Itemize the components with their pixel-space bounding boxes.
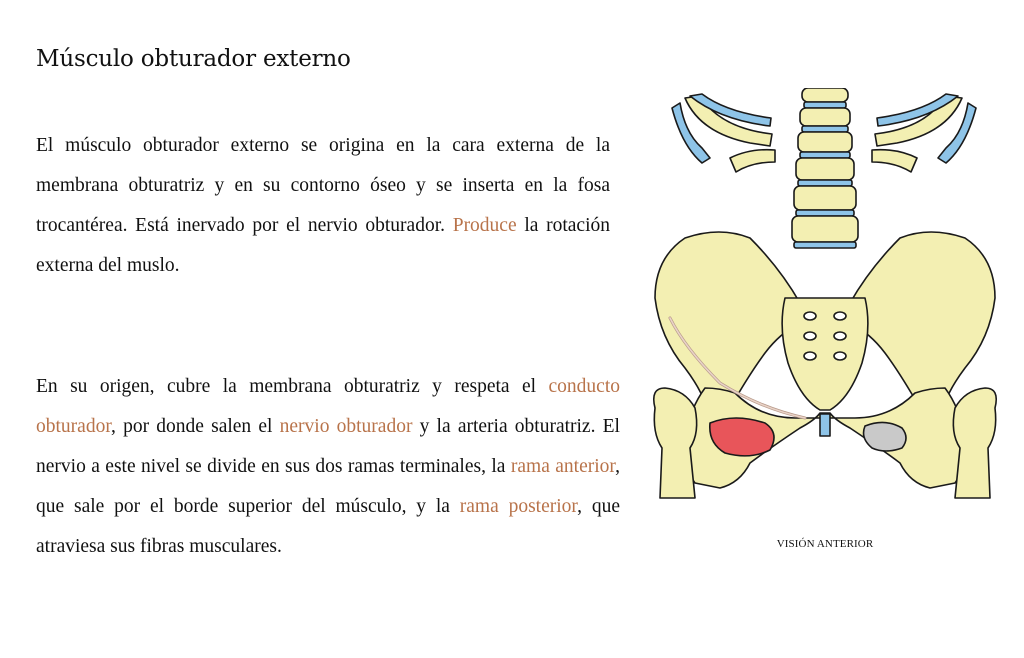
vertebra [794, 186, 856, 210]
vertebra [802, 88, 848, 102]
text-segment: , que sale por el borde superior del músculo, y la [36, 456, 620, 517]
pubic-symphysis [820, 414, 830, 436]
paragraph-1 [36, 126, 610, 286]
membrane-right [864, 422, 906, 451]
vertebra [792, 216, 858, 242]
sacral-foramen [834, 312, 846, 320]
iliac-wing-left [655, 232, 800, 408]
text-segment: En su origen, cubre la membrana obturatriz y respeta el [36, 376, 549, 397]
vertebra [798, 132, 852, 152]
intervertebral-disc [802, 126, 848, 132]
link-nervio-obturador[interactable]: nervio obturador [279, 416, 413, 437]
vertebra [800, 108, 850, 126]
iliac-wing-right [850, 232, 995, 408]
intervertebral-disc [796, 210, 854, 216]
femur-right [953, 388, 996, 498]
figure-caption: VISIÓN ANTERIOR [776, 538, 874, 550]
rib-left-2 [730, 150, 775, 172]
vertebra [796, 158, 854, 180]
text-segment: , por donde salen el [111, 416, 280, 437]
link-conducto-obturador[interactable]: conducto obturador [36, 376, 620, 437]
link-rama-anterior[interactable]: rama anterior [510, 456, 616, 477]
intervertebral-disc [804, 102, 846, 108]
femur-left [654, 388, 697, 498]
text-segment: la rotación externa del muslo. [36, 215, 611, 276]
sacral-foramen [804, 332, 816, 340]
spine [792, 88, 858, 248]
intervertebral-disc [800, 152, 850, 158]
link-produce[interactable]: Produce [452, 215, 517, 236]
text-segment: , que atraviesa sus fibras musculares. [36, 496, 620, 557]
intervertebral-disc [794, 242, 856, 248]
pelvis-illustration [640, 88, 1010, 508]
intervertebral-disc [798, 180, 852, 186]
pelvis-drawing [654, 88, 997, 498]
sacrum [782, 298, 868, 410]
sacral-foramen [834, 332, 846, 340]
rib-right-2 [872, 150, 917, 172]
sacral-foramen [804, 352, 816, 360]
page-title: Músculo obturador externo [36, 46, 351, 72]
sacral-foramen [804, 312, 816, 320]
sacral-foramen [834, 352, 846, 360]
text-segment: y la arteria obturatriz. El nervio a este nivel se divide en sus dos ramas terminales, la [36, 416, 620, 477]
text-segment: El músculo obturador externo se origina en la cara externa de la membrana obturatriz y en su contorno óseo y se inserta en la fosa trocantérea. Está inervado por el nervio obturador. [36, 135, 610, 236]
paragraph-2 [36, 367, 620, 567]
link-rama-posterior[interactable]: rama posterior [459, 496, 578, 517]
